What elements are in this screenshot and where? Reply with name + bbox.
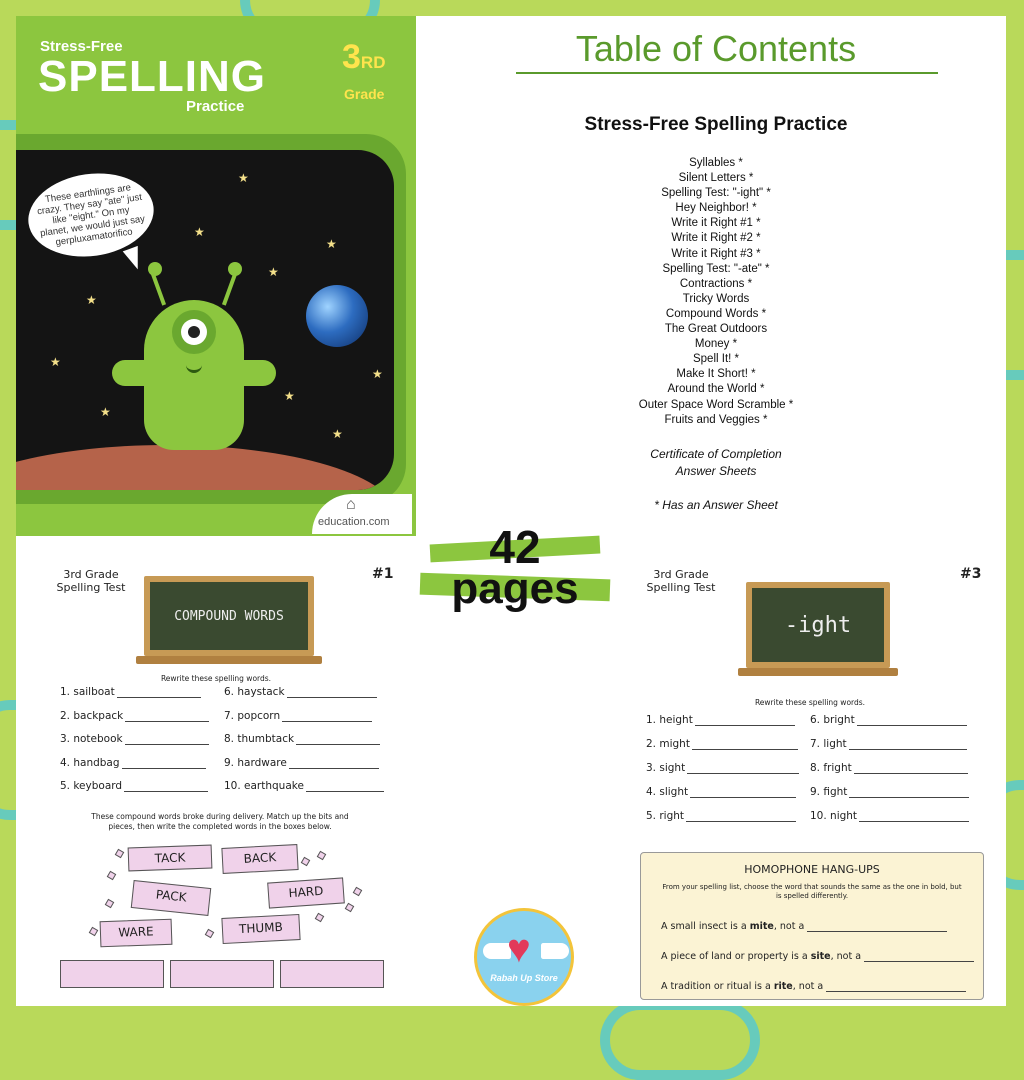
toc-heading: Table of Contents [575,28,857,69]
word-fragment[interactable]: WARE [100,919,173,947]
toc-item: Hey Neighbor! * [675,202,757,215]
word-fragment[interactable]: PACK [131,880,211,916]
homophone-line: A tradition or ritual is a rite, not a [661,981,966,992]
star-icon: ★ [332,427,343,441]
rewrite-instruction: Rewrite these spelling words. [754,698,866,707]
toc-item: Spelling Test: "-ate" * [662,262,770,275]
match-instruction: These compound words broke during delivery. Match up the bits and pieces, then write the completed words in the boxes below. [91,812,349,831]
publisher-logo-icon: ⌂ [346,496,356,513]
spelling-word: 10. earthquake [224,780,384,792]
spelling-word: 4. slight [646,786,796,798]
toc-item: Spelling Test: "-ight" * [661,187,771,200]
spelling-word: 7. light [810,738,967,750]
cover-title-sub: Practice [186,98,245,115]
spelling-word: 4. handbag [60,757,206,769]
spelling-word: 6. haystack [224,686,377,698]
star-icon: ★ [100,405,111,419]
word-fragment[interactable]: TACK [128,845,213,872]
spelling-word: 3. sight [646,762,799,774]
homophone-line: A small insect is a mite, not a [661,921,947,932]
spelling-word: 8. fright [810,762,968,774]
page-count-number: 42 [489,521,541,573]
star-icon: ★ [372,367,383,381]
cover-title-small: Stress-Free [40,38,123,55]
toc-item: Around the World * [667,383,765,396]
star-icon: ★ [326,237,337,251]
chalkboard-text: COMPOUND WORDS [150,582,308,650]
answer-line[interactable] [826,982,966,992]
spelling-word: 10. night [810,810,969,822]
spelling-word: 8. thumbtack [224,733,380,745]
homophone-instruction: From your spelling list, choose the word that sounds the same as the one in bold, but is spelled differently. [662,883,962,900]
spelling-word: 2. backpack [60,710,209,722]
grade-number: 3RD [342,38,386,76]
toc-item: Write it Right #2 * [671,232,761,245]
star-icon: ★ [86,293,97,307]
speech-bubble: These earthlings are crazy. They say "ate" just like "eight." On my planet, we would just say gerpluxamatorifico [23,166,159,265]
spelling-word: 1. sailboat [60,686,201,698]
toc-item: Compound Words * [665,307,767,320]
rewrite-instruction: Rewrite these spelling words. [160,674,272,683]
word-fragment[interactable]: BACK [221,844,298,874]
homophone-title: HOMOPHONE HANG-UPS [744,863,880,876]
answer-line[interactable] [864,952,974,962]
wing-icon [541,943,569,959]
chalkboard [746,582,890,668]
spelling-word: 5. keyboard [60,780,208,792]
spelling-word: 1. height [646,714,795,726]
star-icon: ★ [284,389,295,403]
star-icon: ★ [194,225,205,239]
spelling-word: 2. might [646,738,798,750]
chalkboard-text: -ight [752,588,884,662]
toc-item: Tricky Words [682,292,750,305]
store-name: Rabah Up Store [490,973,558,983]
grade-word: Grade [344,86,385,102]
background-squiggle [600,1000,760,1080]
toc-item: Make It Short! * [676,368,756,381]
word-fragment[interactable]: THUMB [221,914,300,944]
homophone-line: A piece of land or property is a site, not a [661,951,974,962]
spelling-word: 6. bright [810,714,967,726]
toc-item: Write it Right #1 * [671,217,761,230]
spelling-word: 9. fight [810,786,969,798]
publisher-name: education.com [318,516,390,528]
toc-footnote: * Has an Answer Sheet [654,498,778,512]
toc-item: Contractions * [679,277,753,290]
spelling-word: 9. hardware [224,757,379,769]
toc-item: The Great Outdoors [664,323,768,336]
toc-item: Spell It! * [692,353,740,366]
spelling-word: 3. notebook [60,733,209,745]
product-collage [16,16,1006,1006]
heart-icon: ♥ [507,927,531,971]
toc-book-title: Stress-Free Spelling Practice [584,114,848,135]
word-fragment[interactable]: HARD [267,877,345,908]
star-icon: ★ [238,171,249,185]
worksheet-header: 3rd Grade Spelling Test [646,568,716,594]
star-icon: ★ [50,355,61,369]
worksheet-number: #1 [372,566,394,582]
chalkboard-ledge [738,668,898,676]
star-icon: ★ [268,265,279,279]
page-count-word: pages [451,564,579,613]
toc-extra-item: Answer Sheets [675,464,757,478]
toc-item: Silent Letters * [678,172,754,185]
worksheet-header: 3rd Grade Spelling Test [56,568,126,594]
spelling-word: 5. right [646,810,796,822]
toc-item: Money * [694,338,738,351]
worksheet-number: #3 [960,566,982,582]
toc-item: Syllables * [689,157,743,169]
toc-extra-item: Certificate of Completion [650,447,782,461]
spelling-word: 7. popcorn [224,710,372,722]
toc-item: Fruits and Veggies * [664,413,768,426]
store-logo [474,908,574,1006]
cover-title-big: SPELLING [38,52,267,101]
toc-item: Outer Space Word Scramble * [638,398,794,411]
answer-line[interactable] [807,922,947,932]
worksheet-ight [16,16,1006,1006]
toc-item: Write it Right #3 * [671,247,761,260]
homophone-box [640,852,984,1000]
